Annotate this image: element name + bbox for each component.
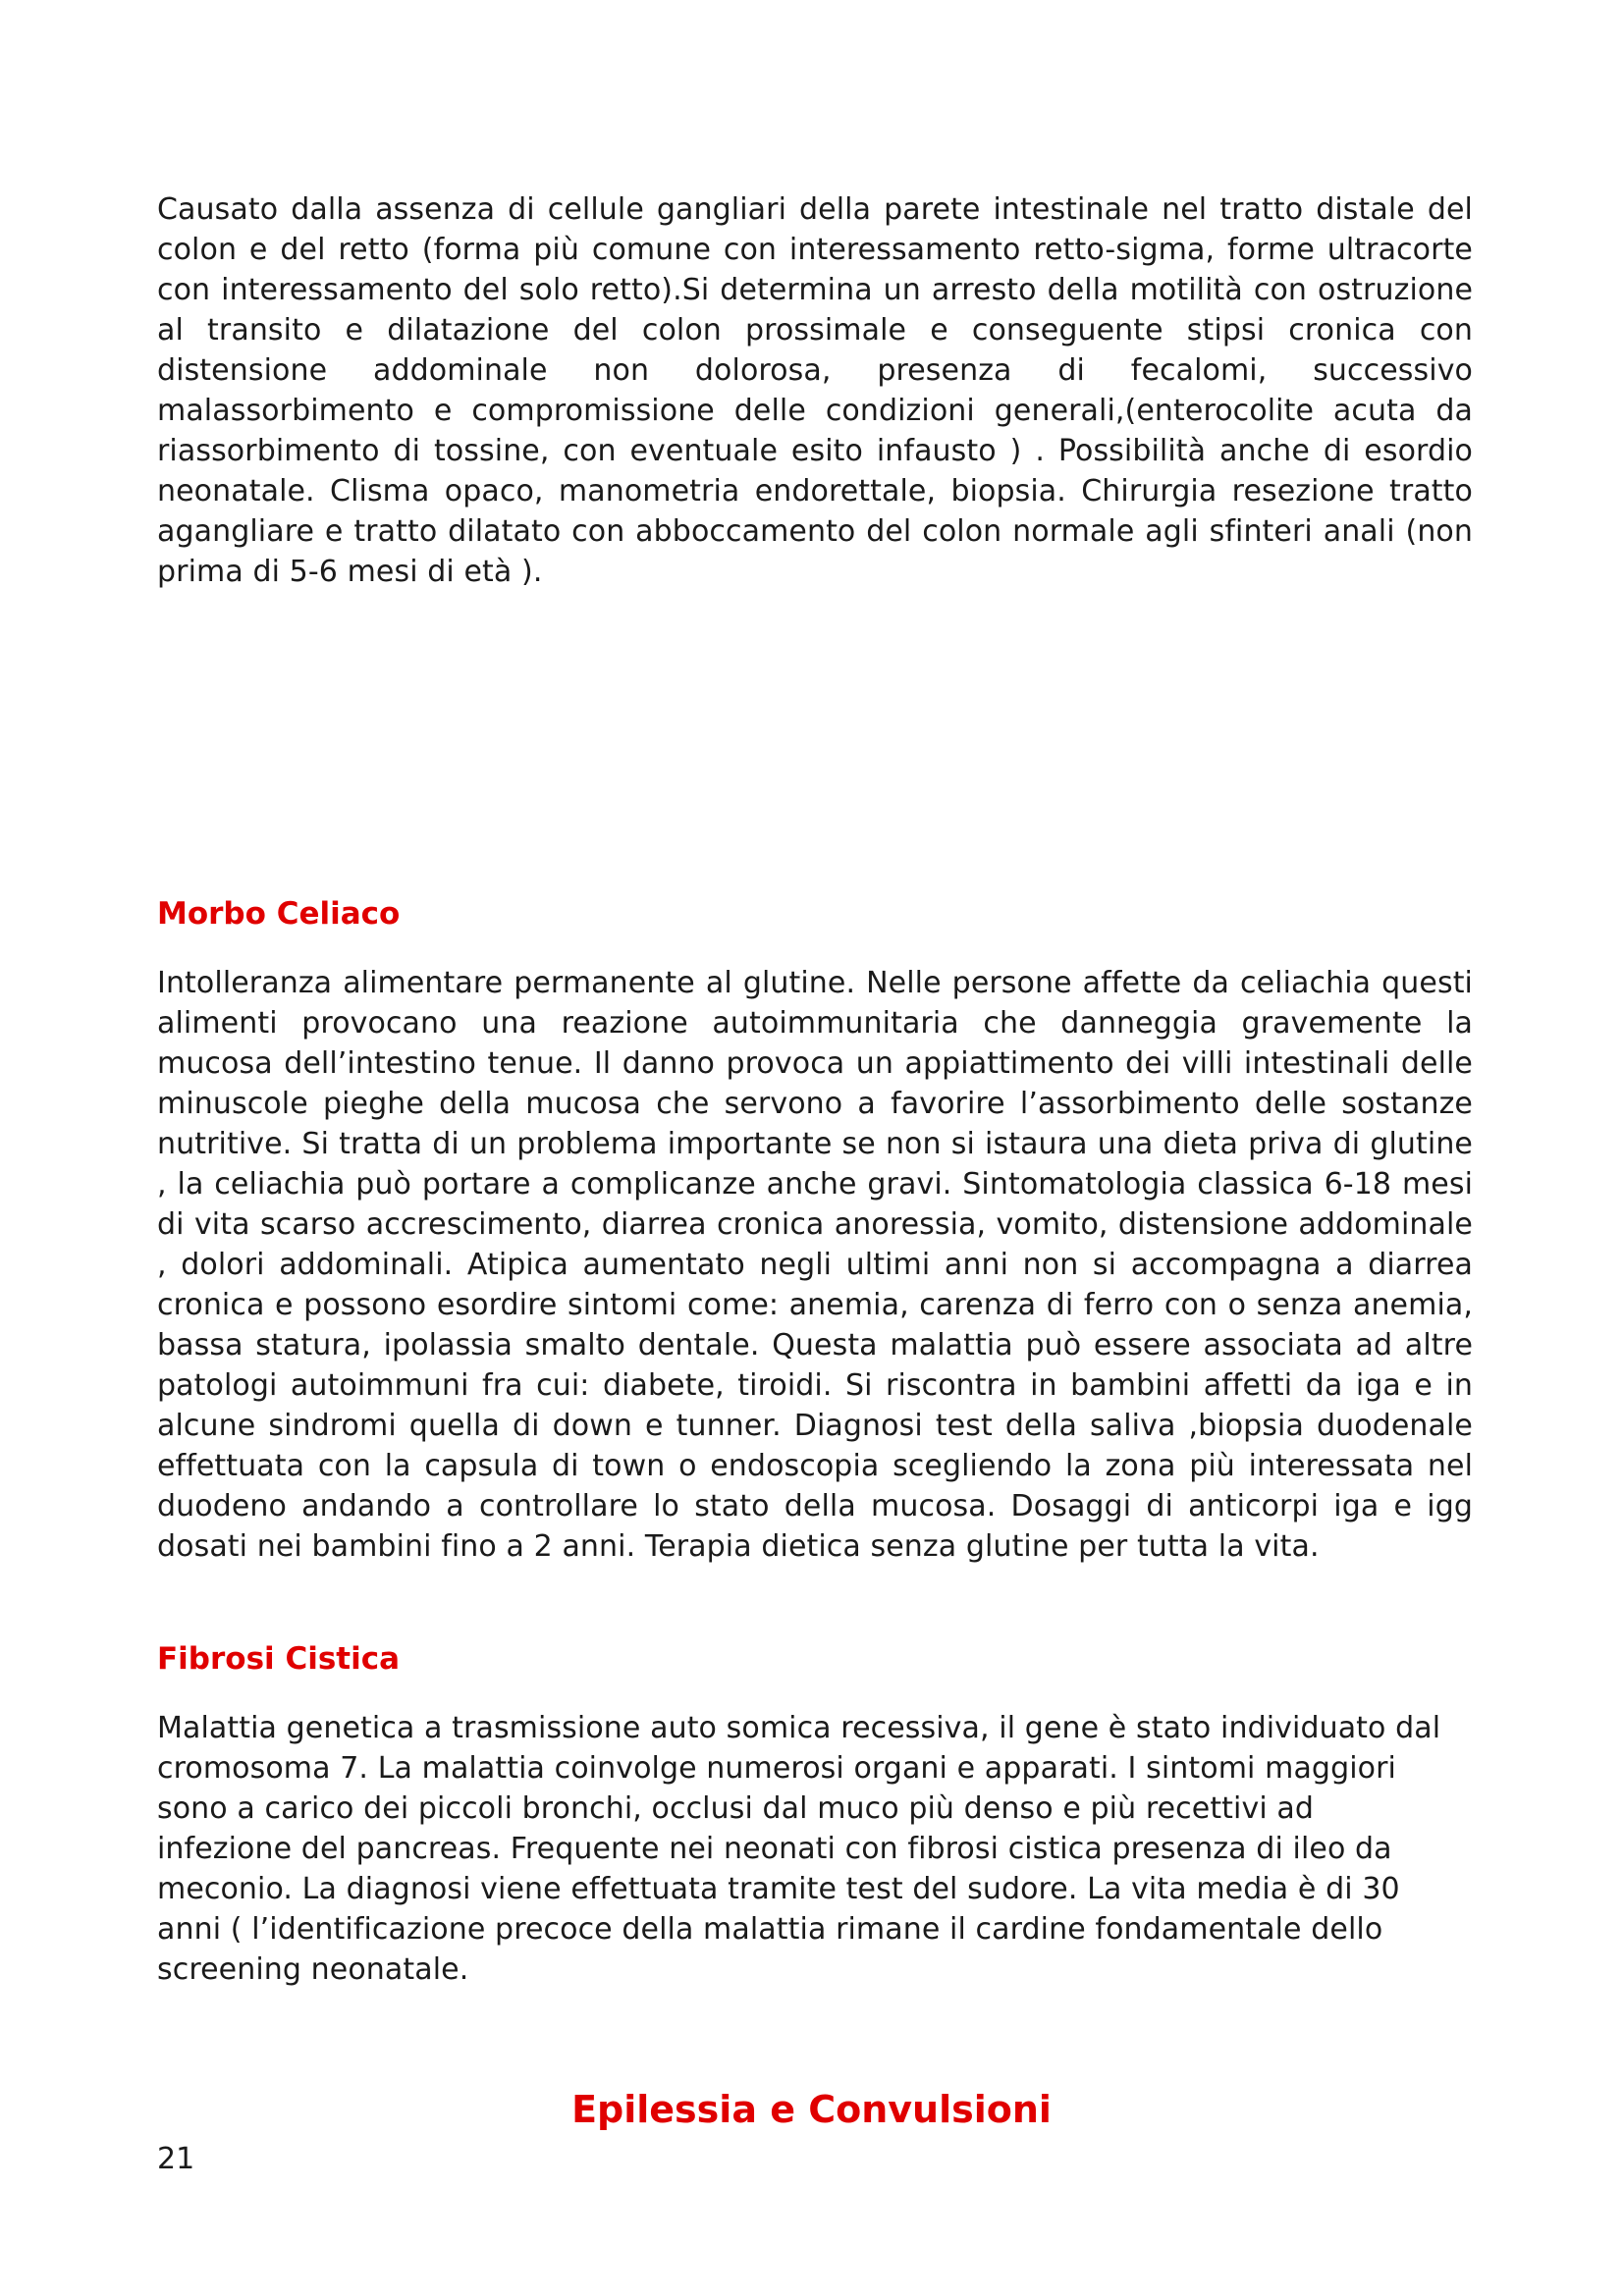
epilessia-heading: Epilessia e Convulsioni [571,2088,1052,2131]
fibrosi-cistica-line: Malattia genetica a trasmissione auto somica recessiva, il gene è stato individuato dal [157,1711,1441,1745]
fibrosi-cistica-line: sono a carico dei piccoli bronchi, occlusi dal muco più denso e più recettivi ad [157,1791,1315,1826]
fibrosi-cistica-line: infezione del pancreas. Frequente nei neonati con fibrosi cistica presenza di ileo da [157,1832,1392,1866]
fibrosi-cistica-line: meconio. La diagnosi viene effettuata tramite test del sudore. La vita media è di 30 [157,1872,1400,1906]
fibrosi-cistica-line: screening neonatale. [157,1952,469,1987]
fibrosi-cistica-line: cromosoma 7. La malattia coinvolge numerosi organi e apparati. I sintomi maggiori [157,1751,1396,1786]
hirschsprung-paragraph: Causato dalla assenza di cellule gangliari della parete intestinale nel tratto distale del colon e del retto (forma più comune con interessamento retto-sigma, forme ultracorte con interessamento del solo retto).Si determina un arresto della motilità con ostruzione al transito e dilatazione del colon prossimale e conseguente stipsi cronica con distensione addominale non dolorosa, presenza di fecalomi, successivo malassorbimento e compromissione delle condizioni generali,(enterocolite acuta da riassorbimento di tossine, con eventuale esito infausto ) . Possibilità anche di esordio neonatale. Clisma opaco, manometria endorettale, biopsia. Chirurgia resezione tratto agangliare e tratto dilatato con abboccamento del colon normale agli sfinteri anali (non prima di 5-6 mesi di età ). [157,192,1473,589]
fibrosi-cistica-line: anni ( l’identificazione precoce della malattia rimane il cardine fondamentale dello [157,1912,1383,1947]
morbo-celiaco-paragraph: Intolleranza alimentare permanente al glutine. Nelle persone affette da celiachia questi alimenti provocano una reazione autoimmunitaria che danneggia gravemente la mucosa dell’intestino tenue. Il danno provoca un appiattimento dei villi intestinali delle minuscole pieghe della mucosa che servono a favorire l’assorbimento delle sostanze nutritive. Si tratta di un problema importante se non si istaura una dieta priva di glutine , la celiachia può portare a complicanze anche gravi. Sintomatologia classica 6-18 mesi di vita scarso accrescimento, diarrea cronica anoressia, vomito, distensione addominale , dolori addominali. Atipica aumentato negli ultimi anni non si accompagna a diarrea cronica e possono esordire sintomi come: anemia, carenza di ferro con o senza anemia, bassa statura, ipolassia smalto dentale. Questa malattia può essere associata ad altre patologi autoimmuni fra cui: diabete, tiroidi. Si riscontra in bambini affetti da iga e in alcune sindromi quella di down e tunner. Diagnosi test della saliva ,biopsia duodenale effettuata con la capsula di town o endoscopia scegliendo la zona più interessata nel duodeno andando a controllare lo stato della mucosa. Dosaggi di anticorpi iga e igg dosati nei bambini fino a 2 anni. Terapia dietica senza glutine per tutta la vita. [157,966,1473,1564]
fibrosi-cistica-heading: Fibrosi Cistica [157,1641,401,1677]
morbo-celiaco-heading: Morbo Celiaco [157,896,401,932]
fibrosi-cistica-paragraph [157,1708,1473,1990]
page-number: 21 [157,2142,195,2176]
